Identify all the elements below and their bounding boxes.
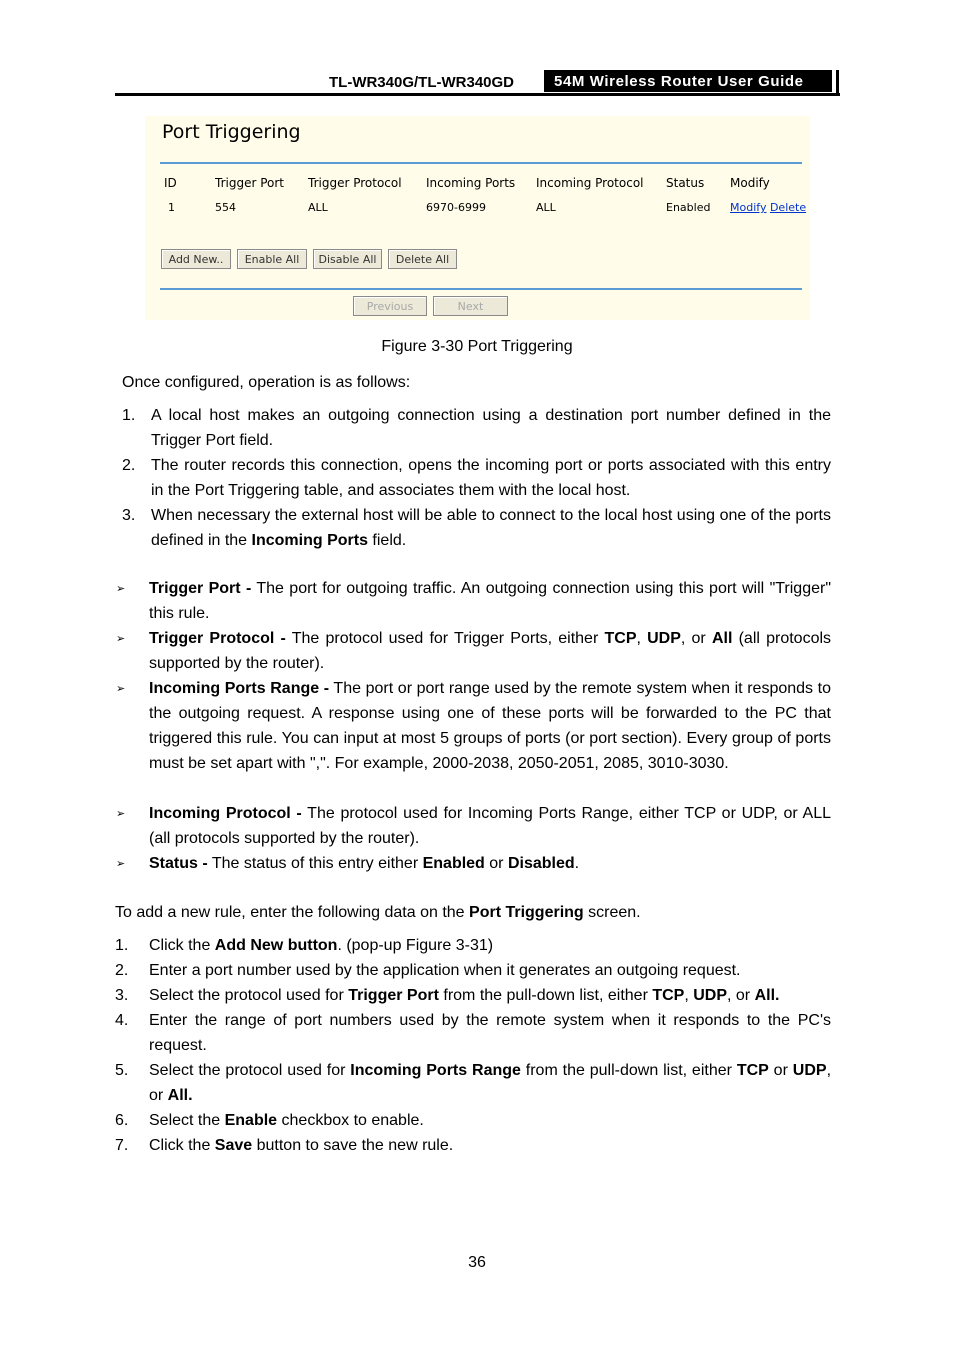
step-b5-text: Select the protocol used for Incoming Ports Range from the pull-down list, either TCP or UDP, or All. (149, 1062, 832, 1104)
add-new-button[interactable]: Add New.. (161, 249, 231, 269)
column-header-trigger-protocol: Trigger Protocol (308, 176, 402, 190)
panel-title: Port Triggering (162, 121, 301, 143)
panel-top-rule (160, 162, 802, 164)
header-rule (115, 93, 840, 96)
bullet-status: Status - The status of this entry either Enabled or Disabled. (149, 855, 580, 872)
row-incoming-ports: 6970-6999 (426, 201, 486, 214)
page-number: 36 (468, 1254, 486, 1271)
step-b6-text: Select the Enable checkbox to enable. (149, 1112, 424, 1129)
row-incoming-protocol: ALL (536, 201, 556, 214)
add-rule-intro: To add a new rule, enter the following data on the Port Triggering screen. (115, 904, 641, 921)
bullet-incoming-ports-range: Incoming Ports Range - The port or port range used by the remote system when it responds to the outgoing request. A response using one of these ports will be forwarded to the PC that triggered this rule. You can input at most 5 groups of ports (or port section). Every group of ports must be set apart with ",". For example, 2000-2038, 2050-2051, 2085, 3010-3030. (149, 680, 831, 772)
figure-caption: Figure 3-30 Port Triggering (381, 338, 573, 355)
step-b3-number: 3. (115, 987, 129, 1004)
bullet-incoming-protocol: Incoming Protocol - The protocol used for Incoming Ports Range, either TCP or UDP, or ALL (all protocols supported by the router). (149, 805, 832, 847)
column-header-incoming-protocol: Incoming Protocol (536, 176, 644, 190)
step-b7-text: Click the Save button to save the new rule. (149, 1137, 454, 1154)
column-header-incoming-ports: Incoming Ports (426, 176, 516, 190)
step-b7-number: 7. (115, 1137, 129, 1154)
bullet-trigger-port: Trigger Port - The port for outgoing traffic. An outgoing connection using this port will "Trigger" this rule. (149, 580, 832, 622)
delete-all-button[interactable]: Delete All (388, 249, 457, 269)
step-b1-number: 1. (115, 937, 129, 954)
port-triggering-panel (145, 116, 810, 320)
step-b4-number: 4. (115, 1012, 129, 1029)
header-guide-title: 54M Wireless Router User Guide (544, 70, 832, 92)
step-a3-number: 3. (122, 507, 136, 524)
bullet-arrow-icon: ➢ (116, 683, 126, 695)
header-model: TL-WR340G/TL-WR340GD (329, 74, 515, 91)
delete-link[interactable]: Delete (769, 201, 807, 214)
step-b2-number: 2. (115, 962, 129, 979)
row-trigger-protocol: ALL (308, 201, 328, 214)
step-a1-number: 1. (122, 407, 136, 424)
previous-button[interactable]: Previous (353, 296, 427, 316)
step-a1-text: A local host makes an outgoing connection using a destination port number defined in the Trigger Port field. (151, 407, 831, 449)
next-button[interactable]: Next (433, 296, 508, 316)
step-b1-text: Click the Add New button. (pop-up Figure 3-31) (149, 937, 494, 954)
step-a3-text: When necessary the external host will be able to connect to the local host using one of the ports defined in the Incoming Ports field. (151, 507, 831, 549)
bullet-arrow-icon: ➢ (116, 633, 126, 645)
header-divider (836, 70, 839, 94)
column-header-trigger-port: Trigger Port (215, 176, 284, 190)
bullet-trigger-protocol: Trigger Protocol - The protocol used for Trigger Ports, either TCP, UDP, or All (all protocols supported by the router). (149, 630, 832, 672)
column-header-modify: Modify (730, 176, 770, 190)
step-b5-number: 5. (115, 1062, 129, 1079)
intro-text: Once configured, operation is as follows: (122, 374, 411, 391)
column-header-status: Status (666, 176, 705, 190)
modify-link[interactable]: Modify (730, 201, 767, 214)
step-b2-text: Enter a port number used by the application when it generates an outgoing request. (149, 962, 741, 979)
row-status: Enabled (666, 201, 711, 214)
row-id: 1 (168, 201, 175, 214)
disable-all-button[interactable]: Disable All (313, 249, 382, 269)
panel-bottom-rule (160, 288, 802, 290)
step-a2-number: 2. (122, 457, 136, 474)
column-header-id: ID (164, 176, 177, 190)
row-trigger-port: 554 (215, 201, 236, 214)
step-a2-text: The router records this connection, opens the incoming port or ports associated with this entry in the Port Triggering table, and associates them with the local host. (151, 457, 831, 499)
row-modify-cell (730, 201, 806, 214)
bullet-arrow-icon: ➢ (116, 583, 126, 595)
step-b6-number: 6. (115, 1112, 129, 1129)
bullet-arrow-icon: ➢ (116, 858, 126, 870)
bullet-arrow-icon: ➢ (116, 808, 126, 820)
step-b4-text: Enter the range of port numbers used by the remote system when it responds to the PC's request. (149, 1012, 831, 1054)
step-b3-text: Select the protocol used for Trigger Port from the pull-down list, either TCP, UDP, or All. (149, 987, 780, 1004)
enable-all-button[interactable]: Enable All (237, 249, 307, 269)
